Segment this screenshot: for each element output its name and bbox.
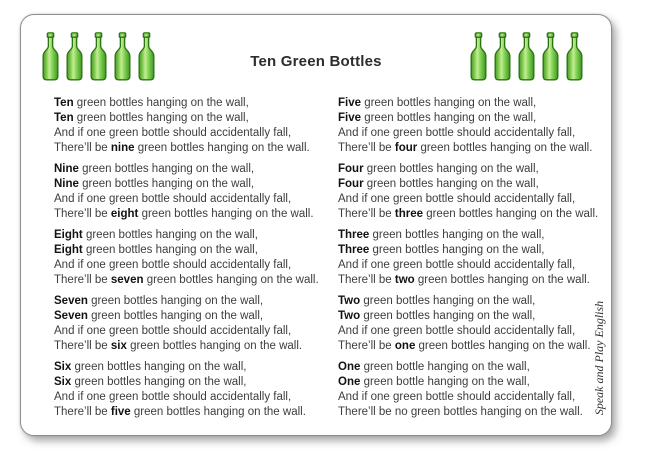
lyric-line [338, 360, 598, 375]
verse [54, 228, 319, 288]
lyric-text: There’ll be [54, 208, 111, 220]
lyric-line [54, 273, 319, 288]
lyric-text: And if one green bottle should accidentally fall, [54, 259, 292, 271]
lyric-line [54, 360, 319, 375]
lyric-line [338, 375, 598, 390]
lyric-text: There’ll be [338, 274, 395, 286]
lyric-line [54, 228, 319, 243]
lyric-text: green bottles hanging on the wall. [143, 274, 319, 286]
verse [54, 162, 319, 222]
verse [338, 228, 598, 288]
lyric-text: And if one green bottle should accidentally fall, [54, 325, 292, 337]
bottle-number: Three [338, 229, 370, 241]
lyrics-column-right [338, 96, 598, 426]
verse [338, 360, 598, 420]
lyric-line [54, 126, 319, 141]
lyric-line [338, 390, 598, 405]
bottle-number: Ten [54, 112, 74, 124]
lyric-line [338, 405, 598, 420]
bottle-number: two [394, 274, 415, 286]
bottle-number: Nine [54, 178, 79, 190]
lyric-line [338, 162, 598, 177]
lyric-text: And if one green bottle should accidentally fall, [338, 127, 576, 139]
verse [54, 360, 319, 420]
lyric-text: green bottles hanging on the wall. [138, 208, 314, 220]
lyric-text: green bottles hanging on the wall, [71, 361, 247, 373]
verse [54, 294, 319, 354]
lyric-text: There’ll be [338, 340, 395, 352]
verse [338, 162, 598, 222]
lyric-line [54, 405, 319, 420]
lyric-line [54, 339, 319, 354]
lyric-text: There’ll be [54, 406, 111, 418]
lyric-text: And if one green bottle should accidentally fall, [338, 259, 576, 271]
lyric-line [338, 339, 598, 354]
lyric-line [54, 390, 319, 405]
lyric-line [338, 96, 598, 111]
lyric-text: And if one green bottle should accidentally fall, [338, 391, 576, 403]
lyric-line [338, 324, 598, 339]
lyric-line [54, 207, 319, 222]
lyric-line [54, 141, 319, 156]
lyric-text: And if one green bottle should accidentally fall, [338, 325, 576, 337]
lyric-text: green bottles hanging on the wall, [361, 97, 537, 109]
lyrics-column-left [54, 96, 319, 426]
lyric-line [54, 177, 319, 192]
lyric-line [338, 228, 598, 243]
lyric-text: And if one green bottle should accidentally fall, [54, 391, 292, 403]
lyric-line [338, 309, 598, 324]
bottle-number: one [394, 340, 416, 352]
lyric-line [54, 309, 319, 324]
bottle-number: Four [338, 178, 364, 190]
lyric-line [54, 324, 319, 339]
bottle-number: six [110, 340, 127, 352]
lyric-text: There’ll be [54, 274, 111, 286]
lyric-text: green bottles hanging on the wall, [363, 178, 539, 190]
lyric-text: green bottles hanging on the wall. [423, 208, 599, 220]
lyric-text: green bottle hanging on the wall, [360, 376, 530, 388]
lyric-line [338, 111, 598, 126]
lyric-text: green bottles hanging on the wall, [73, 112, 249, 124]
lyric-line [338, 207, 598, 222]
lyric-text: green bottles hanging on the wall. [126, 340, 303, 352]
lyric-text: green bottles hanging on the wall. [130, 406, 306, 418]
lyric-text: green bottles hanging on the wall, [82, 229, 258, 241]
lyric-line [338, 192, 598, 207]
lyric-text: And if one green bottle should accidentally fall, [338, 193, 576, 205]
lyric-text: green bottles hanging on the wall, [82, 244, 258, 256]
lyric-text: green bottles hanging on the wall, [87, 310, 264, 322]
lyric-line [338, 177, 598, 192]
lyric-text: green bottles hanging on the wall, [363, 163, 539, 175]
page-title: Ten Green Bottles [250, 53, 382, 70]
bottle-number: four [394, 142, 418, 154]
bottle-number: Six [54, 361, 72, 373]
verse [338, 96, 598, 156]
lyric-text: There’ll be no green bottles hanging on the wall. [338, 406, 583, 418]
bottle-number: nine [110, 142, 135, 154]
bottle-number: three [394, 208, 424, 220]
lyric-text: green bottle hanging on the wall, [360, 361, 530, 373]
lyric-text: green bottles hanging on the wall, [87, 295, 264, 307]
lyric-line [54, 111, 319, 126]
lyric-text: green bottles hanging on the wall, [78, 163, 255, 175]
bottle-number: Four [338, 163, 364, 175]
bottle-number: Six [54, 376, 72, 388]
bottle-number: Two [338, 295, 361, 307]
lyric-text: green bottles hanging on the wall, [360, 295, 536, 307]
lyric-text: There’ll be [54, 142, 111, 154]
lyric-text: green bottles hanging on the wall. [134, 142, 310, 154]
bottle-number: eight [110, 208, 139, 220]
bottle-number: One [338, 361, 361, 373]
lyric-line [54, 294, 319, 309]
lyric-text: green bottles hanging on the wall. [417, 142, 593, 154]
lyric-line [54, 243, 319, 258]
lyric-line [338, 141, 598, 156]
lyric-text: green bottles hanging on the wall, [71, 376, 247, 388]
lyric-text: green bottles hanging on the wall, [73, 97, 249, 109]
lyric-text: green bottles hanging on the wall. [414, 274, 590, 286]
lyric-text: green bottles hanging on the wall, [369, 244, 545, 256]
lyric-line [54, 258, 319, 273]
bottle-number: seven [110, 274, 144, 286]
lyric-text: There’ll be [54, 340, 111, 352]
bottle-number: Five [338, 112, 362, 124]
lyric-line [54, 192, 319, 207]
lyric-text: There’ll be [338, 142, 395, 154]
lyric-line [338, 126, 598, 141]
lyric-line [338, 294, 598, 309]
lyric-line [338, 243, 598, 258]
lyric-text: green bottles hanging on the wall, [361, 112, 537, 124]
bottle-number: Seven [54, 310, 88, 322]
lyric-text: There’ll be [338, 208, 395, 220]
bottle-number: Two [338, 310, 361, 322]
lyric-line [338, 273, 598, 288]
lyrics-card [20, 14, 612, 436]
bottle-number: Three [338, 244, 370, 256]
lyric-text: green bottles hanging on the wall, [78, 178, 255, 190]
lyric-line [54, 375, 319, 390]
bottle-number: Nine [54, 163, 79, 175]
verse [338, 294, 598, 354]
bottle-number: Five [338, 97, 362, 109]
bottle-number: five [110, 406, 131, 418]
verse [54, 96, 319, 156]
lyric-line [54, 96, 319, 111]
vertical-brand-text: Speak and Play English [592, 300, 606, 416]
lyric-text: green bottles hanging on the wall, [360, 310, 536, 322]
bottle-number: Seven [54, 295, 88, 307]
bottle-number: Eight [54, 229, 83, 241]
lyric-text: And if one green bottle should accidentally fall, [54, 193, 292, 205]
lyric-line [338, 258, 598, 273]
bottle-number: Eight [54, 244, 83, 256]
lyric-text: green bottles hanging on the wall, [369, 229, 545, 241]
lyric-line [54, 162, 319, 177]
bottle-number: One [338, 376, 361, 388]
lyric-text: green bottles hanging on the wall. [415, 340, 591, 352]
bottle-number: Ten [54, 97, 74, 109]
lyric-text: And if one green bottle should accidentally fall, [54, 127, 292, 139]
